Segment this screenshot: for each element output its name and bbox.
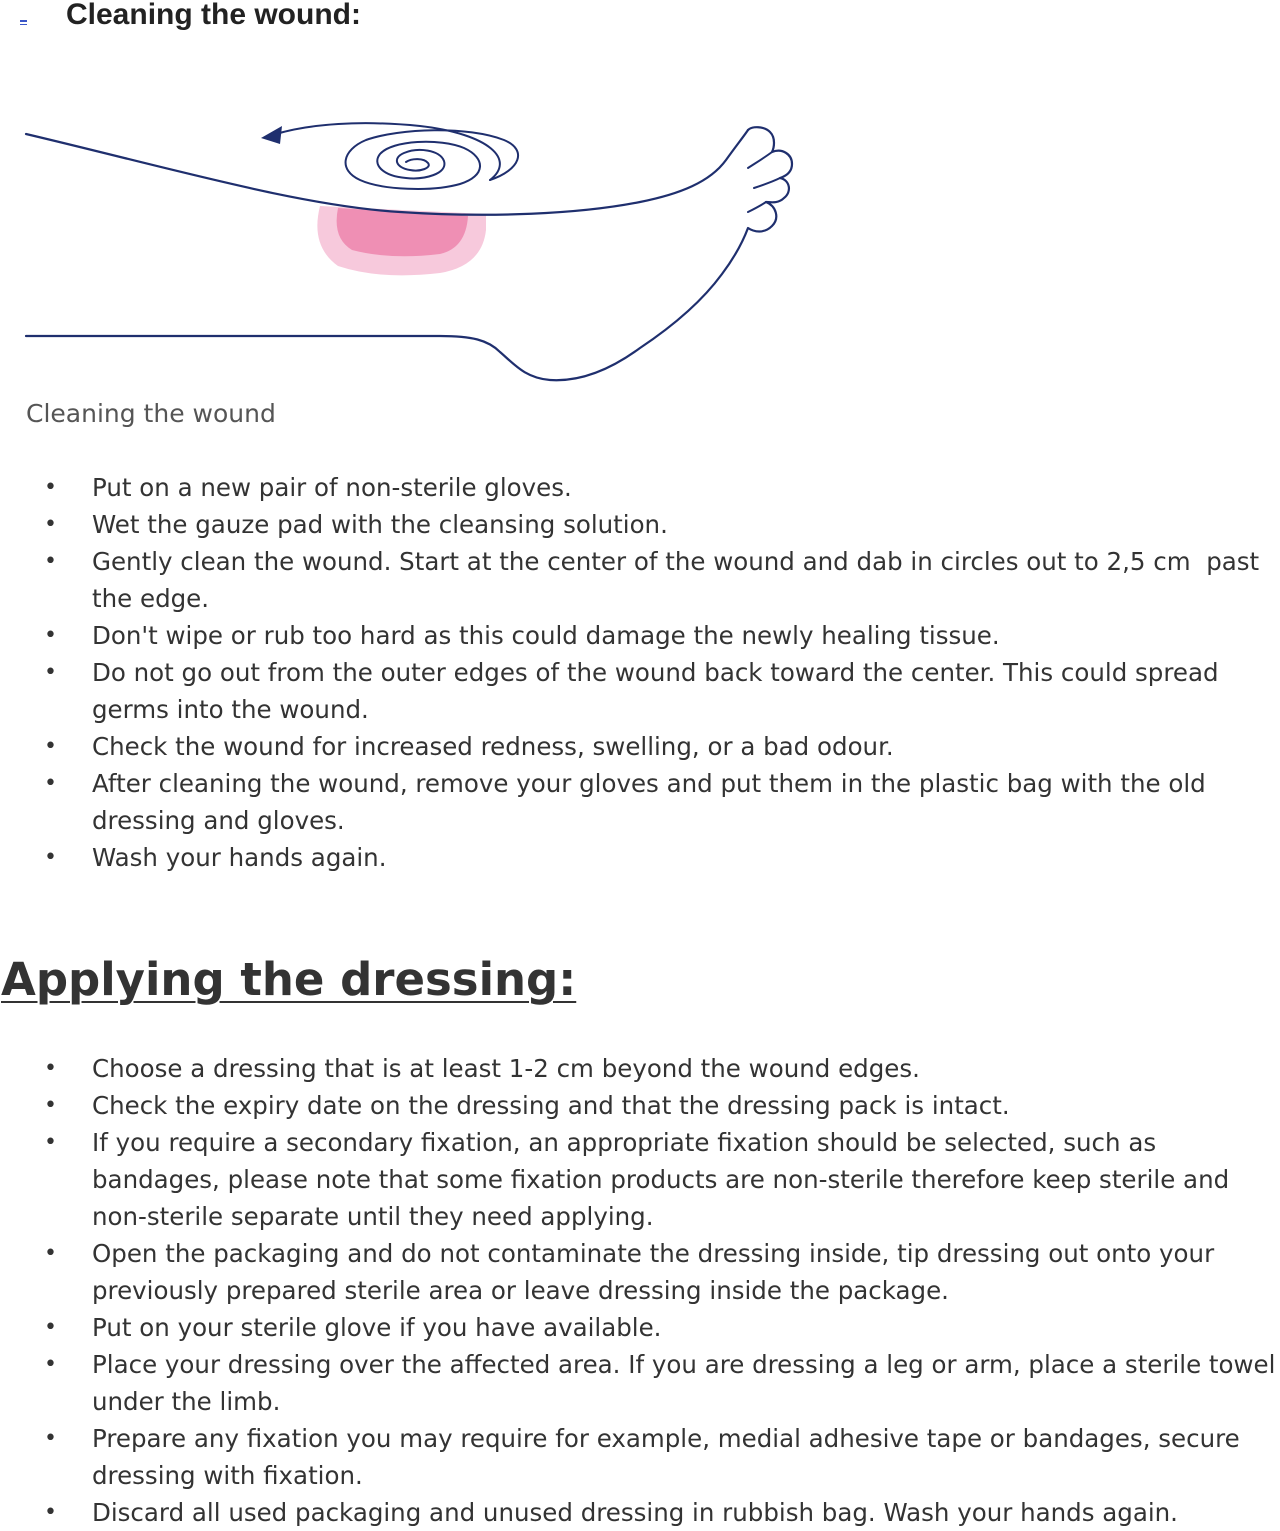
- list-item: • Wash your hands again.: [0, 839, 1280, 876]
- list-item: • Discard all used packaging and unused dressing in rubbish bag. Wash your hands again.: [0, 1494, 1280, 1531]
- list-item: • Gently clean the wound. Start at the center of the wound and dab in circles out to 2,5 cm past the edge.: [0, 543, 1280, 617]
- figure-caption: Cleaning the wound: [26, 399, 276, 428]
- list-item: • After cleaning the wound, remove your gloves and put them in the plastic bag with the old dressing and gloves.: [0, 765, 1280, 839]
- list-item: • Open the packaging and do not contaminate the dressing inside, tip dressing out onto your previously prepared sterile area or leave dressing inside the package.: [0, 1235, 1280, 1309]
- cleaning-steps-list: [0, 469, 1280, 876]
- corner-mark: [20, 20, 27, 25]
- list-item: • Put on a new pair of non-sterile gloves.: [0, 469, 1280, 506]
- list-item: • Do not go out from the outer edges of the wound back toward the center. This could spread germs into the wound.: [0, 654, 1280, 728]
- list-item: • Choose a dressing that is at least 1-2 cm beyond the wound edges.: [0, 1050, 1280, 1087]
- list-item: • Don't wipe or rub too hard as this could damage the newly healing tissue.: [0, 617, 1280, 654]
- list-item: • Put on your sterile glove if you have available.: [0, 1309, 1280, 1346]
- leg-wound-cleaning-illustration: [20, 118, 810, 390]
- list-item: • Wet the gauze pad with the cleansing solution.: [0, 506, 1280, 543]
- list-item: • Prepare any fixation you may require for example, medial adhesive tape or bandages, secure dressing with fixation.: [0, 1420, 1280, 1494]
- list-item: • If you require a secondary fixation, an appropriate fixation should be selected, such as bandages, please note that some fixation products are non-sterile therefore keep sterile and non-sterile separate until they need applying.: [0, 1124, 1280, 1235]
- list-item: • Check the expiry date on the dressing and that the dressing pack is intact.: [0, 1087, 1280, 1124]
- list-item: • Place your dressing over the affected area. If you are dressing a leg or arm, place a sterile towel under the limb.: [0, 1346, 1280, 1420]
- direction-arrow-head: [261, 126, 282, 144]
- list-item: • Check the wound for increased redness, swelling, or a bad odour.: [0, 728, 1280, 765]
- dressing-heading: Applying the dressing:: [1, 953, 577, 1006]
- dressing-steps-list: [0, 1050, 1280, 1531]
- cleaning-heading: Cleaning the wound:: [66, 0, 361, 31]
- cleaning-spiral: [346, 130, 519, 189]
